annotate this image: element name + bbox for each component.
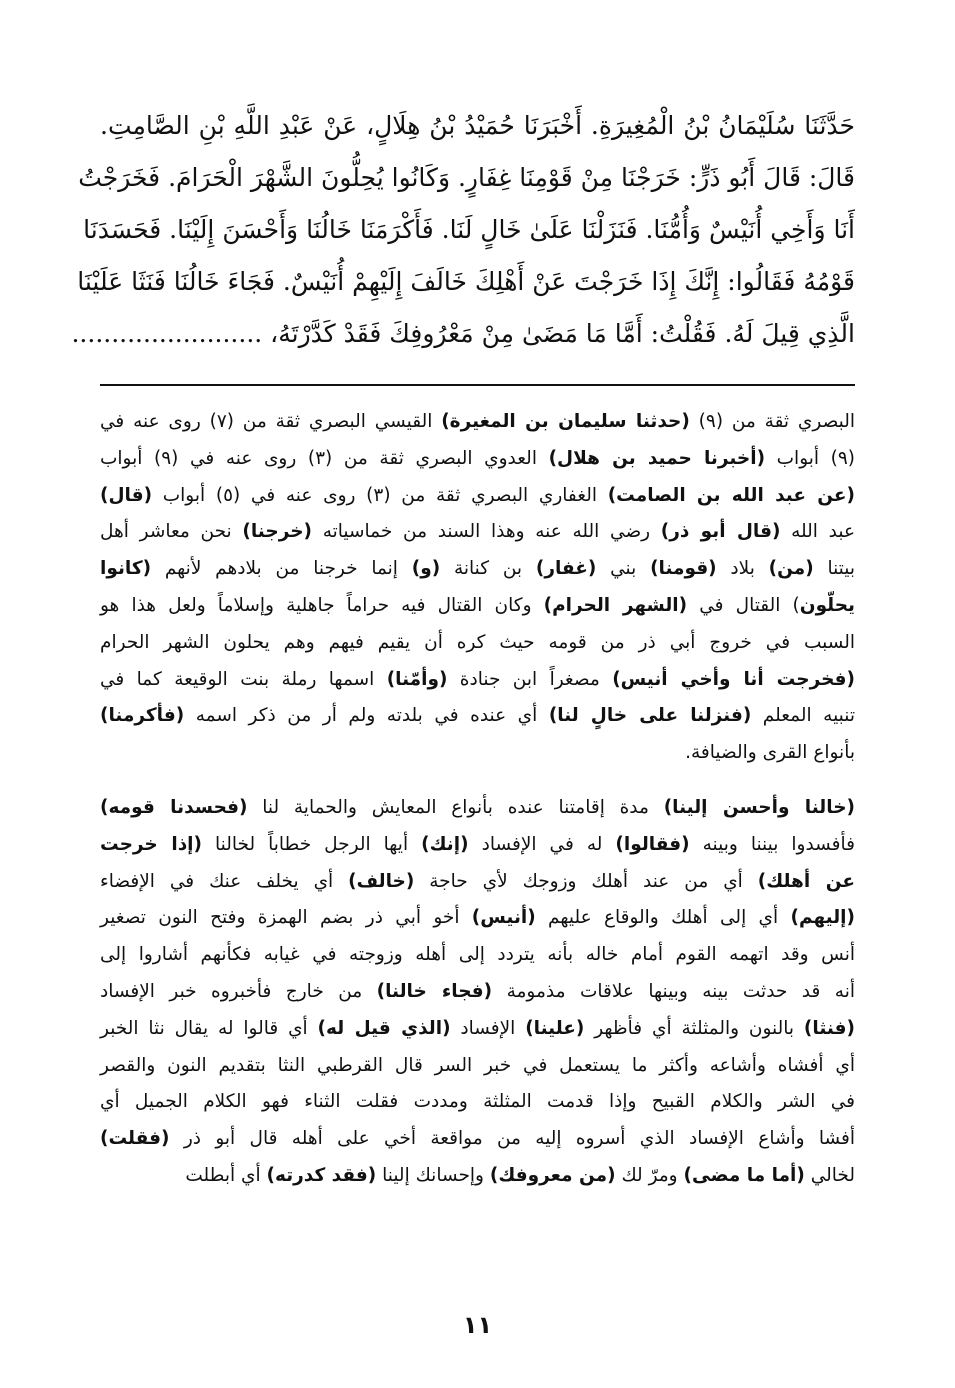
commentary-segment: بيتنا xyxy=(813,558,855,580)
commentary-line xyxy=(100,514,855,551)
quoted-hadith-phrase: (من معروفك) xyxy=(489,1164,616,1186)
commentary-line xyxy=(100,974,855,1011)
quoted-hadith-phrase: عن أهلك) xyxy=(757,870,855,892)
commentary-segment: أفشا وأشاع الإفساد الذي أسروه إليه من مواقعة أخي على أهله قال أبو ذر xyxy=(169,1128,855,1150)
quoted-hadith-phrase: (خالف) xyxy=(348,870,415,892)
commentary-segment: في الشر والكلام القبيح وإذا قدمت المثلثة ومددت فقلت الثناء فهو الكلام الجميل أي xyxy=(100,1091,855,1113)
quoted-hadith-phrase: (أما ما مضى) xyxy=(683,1164,805,1186)
commentary-segment: وإحسانك إلينا xyxy=(376,1164,490,1186)
commentary-segment: فأفسدوا بيننا وبينه xyxy=(689,833,855,855)
commentary-line xyxy=(100,827,855,864)
separator-rule xyxy=(100,384,855,386)
quoted-hadith-phrase: (قومنا) xyxy=(650,558,717,580)
commentary-segment: أي أبطلت xyxy=(185,1164,267,1186)
commentary-segment: أي عنده في بلدته ولم أر من ذكر اسمه xyxy=(184,705,549,727)
quoted-hadith-phrase: (من) xyxy=(768,558,814,580)
commentary-line xyxy=(100,1158,855,1195)
quoted-hadith-phrase: (فقالوا) xyxy=(615,833,690,855)
commentary-line xyxy=(100,1121,855,1158)
commentary-segment: لخالي xyxy=(804,1164,855,1186)
commentary-line xyxy=(100,864,855,901)
commentary-segment: أخو أبي ذر بضم الهمزة وفتح النون تصغير xyxy=(100,907,472,929)
quoted-hadith-phrase: (إنك) xyxy=(421,833,469,855)
commentary-segment: بلاد xyxy=(716,558,769,580)
commentary-line xyxy=(100,625,855,662)
commentary-segment: الغفاري البصري ثقة من (٣) روى عنه في (٥) أبواب xyxy=(152,484,608,506)
quoted-hadith-phrase: (فخرجت أنا وأخي أنيس) xyxy=(612,668,855,690)
quoted-hadith-phrase: (و) xyxy=(411,558,441,580)
commentary-segment: عبد الله xyxy=(780,521,855,543)
commentary-segment: بني xyxy=(596,558,651,580)
commentary-segment: بالنون والمثلثة أي فأظهر xyxy=(584,1017,804,1039)
commentary-segment: له في الإفساد xyxy=(468,833,616,855)
hadith-line: أَنَا وَأَخِي أُنَيْسٌ وَأُمُّنَا. فَنَزَلْنَا عَلَىٰ خَالٍ لَنَا. فَأَكْرَمَنَا خَالُنَا وَأَحْسَنَ إِلَيْنَا. فَحَسَدَنَا xyxy=(83,215,855,244)
commentary-segment: مدة إقامتنا عنده بأنواع المعايش والحماية لنا xyxy=(247,796,664,818)
commentary-segment: اسمها رملة بنت الوقيعة كما في xyxy=(100,668,387,690)
commentary-segment: نحن معاشر أهل xyxy=(100,521,243,543)
commentary-segment: أيها الرجل خطاباً لخالنا xyxy=(201,833,422,855)
commentary-segment: الإفساد xyxy=(450,1017,526,1039)
commentary-segment: السبب في خروج أبي ذر من قومه حيث كره أن يقيم فيهم وهم يحلون الشهر الحرام xyxy=(100,631,855,653)
quoted-hadith-phrase: (قال أبو ذر) xyxy=(660,521,781,543)
quoted-hadith-phrase: (خالنا وأحسن إلينا) xyxy=(663,796,855,818)
quoted-hadith-phrase: (حدثنا سليمان بن المغيرة) xyxy=(441,411,690,432)
quoted-hadith-phrase: (إليهم) xyxy=(790,907,855,929)
commentary-segment: رضي الله عنه وهذا السند من خماسياته xyxy=(312,521,661,543)
commentary-segment: ) القتال في xyxy=(687,594,800,616)
quoted-hadith-phrase: (غفار) xyxy=(535,558,597,580)
commentary-line xyxy=(100,551,855,588)
quoted-hadith-phrase: (فقد كدرته) xyxy=(266,1164,377,1186)
hadith-text xyxy=(71,100,855,360)
commentary-segment: أي من عند أهلك وزوجك لأي حاجة xyxy=(414,870,758,892)
quoted-hadith-phrase: (الذي قيل له) xyxy=(317,1017,451,1039)
commentary-segment: أي قالوا له يقال نثا الخبر xyxy=(100,1017,318,1039)
commentary-segment: أي إلى أهلك والوقاع عليهم xyxy=(535,907,791,929)
paragraph-gap xyxy=(100,772,855,790)
commentary-line xyxy=(100,937,855,974)
commentary-segment: بن كنانة xyxy=(440,558,536,580)
hadith-line: قَوْمُهُ فَقَالُوا: إِنَّكَ إِذَا خَرَجْتَ عَنْ أَهْلِكَ خَالَفَ إِلَيْهِمْ أُنَيْسٌ. فَجَاءَ خَالُنَا فَنَثَا عَلَيْنَا xyxy=(77,267,855,296)
commentary-segment: بأنواع القرى والضيافة. xyxy=(685,742,855,764)
commentary-segment: إنما خرجنا من بلادهم لأنهم xyxy=(151,558,412,580)
commentary-line xyxy=(100,588,855,625)
quoted-hadith-phrase: (علينا) xyxy=(525,1017,585,1039)
commentary-line xyxy=(100,404,855,441)
commentary-line xyxy=(100,900,855,937)
commentary-segment: أنس وقد اتهمه القوم أمام خاله بأنه يتردد إلى أهله وزوجته في غيابه فكأنهم أشاروا إلى xyxy=(100,944,855,966)
quoted-hadith-phrase: يحلّون xyxy=(799,594,856,616)
commentary-text xyxy=(100,404,855,1195)
commentary-line xyxy=(100,735,855,772)
commentary-paragraph-1 xyxy=(100,404,855,772)
commentary-line xyxy=(100,1048,855,1085)
quoted-hadith-phrase: (الشهر الحرام) xyxy=(543,594,688,616)
commentary-segment: أي يخلف عنك في الإفضاء xyxy=(100,870,349,892)
quoted-hadith-phrase: (فنثا) xyxy=(803,1017,855,1039)
quoted-hadith-phrase: (وأمّنا) xyxy=(386,668,448,690)
commentary-line xyxy=(100,698,855,735)
quoted-hadith-phrase: (إذا خرجت xyxy=(100,833,202,855)
quoted-hadith-phrase: (أخبرنا حميد بن هلال) xyxy=(548,447,766,469)
quoted-hadith-phrase: (فحسدنا قومه) xyxy=(100,796,248,818)
quoted-hadith-phrase: (فجاء خالنا) xyxy=(376,980,493,1002)
commentary-segment: من خارج فأخبروه خبر الإفساد xyxy=(100,980,377,1002)
quoted-hadith-phrase: (كانوا xyxy=(100,558,152,580)
commentary-segment: مصغراً ابن جنادة xyxy=(447,668,613,690)
commentary-segment: البصري ثقة من (٩) xyxy=(689,411,855,432)
commentary-segment: ومرّ لك xyxy=(615,1164,684,1186)
commentary-segment: القيسي البصري ثقة من (٧) روى عنه في xyxy=(100,411,442,432)
hadith-line: حَدَّثَنَا سُلَيْمَانُ بْنُ الْمُغِيرَةِ. أَخْبَرَنَا حُمَيْدُ بْنُ هِلَالٍ، عَنْ عَبْدِ اللَّهِ بْنِ الصَّامِتِ. xyxy=(100,111,855,140)
commentary-line xyxy=(100,662,855,699)
quoted-hadith-phrase: (خرجنا) xyxy=(242,521,312,543)
hadith-line: الَّذِي قِيلَ لَهُ. فَقُلْتُ: أَمَّا مَا مَضَىٰ مِنْ مَعْرُوفِكَ فَقَدْ كَدَّرْتَهُ، ........................ xyxy=(71,319,855,348)
commentary-segment: أنه قد حدثت بينه وبينها علاقات مذمومة xyxy=(492,980,855,1002)
commentary-line xyxy=(100,441,855,478)
quoted-hadith-phrase: (عن عبد الله بن الصامت) xyxy=(607,484,855,506)
commentary-line xyxy=(100,1084,855,1121)
page-number: ١١ xyxy=(462,1311,493,1339)
commentary-line xyxy=(100,1011,855,1048)
commentary-segment: العدوي البصري ثقة من (٣) روى عنه في (٩) أبواب xyxy=(100,447,549,469)
quoted-hadith-phrase: (قال) xyxy=(100,484,153,506)
commentary-paragraph-2 xyxy=(100,790,855,1195)
commentary-segment: (٩) أبواب xyxy=(765,447,856,469)
quoted-hadith-phrase: (فأكرمنا) xyxy=(100,705,185,727)
commentary-segment: وكان القتال فيه حراماً جاهلية وإسلاماً ولعل هذا هو xyxy=(100,594,544,616)
quoted-hadith-phrase: (فنزلنا على خالٍ لنا) xyxy=(548,705,752,727)
commentary-segment: أي أفشاه وأشاعه وأكثر ما يستعمل في خبر السر قال القرطبي النثا بتقديم النون والقصر xyxy=(100,1054,855,1076)
quoted-hadith-phrase: (فقلت) xyxy=(100,1128,170,1150)
commentary-line xyxy=(100,478,855,515)
quoted-hadith-phrase: (أنيس) xyxy=(471,907,536,929)
commentary-segment: تنبيه المعلم xyxy=(751,705,855,727)
hadith-line: قَالَ: قَالَ أَبُو ذَرٍّ: خَرَجْنَا مِنْ قَوْمِنَا غِفَارٍ. وَكَانُوا يُحِلُّونَ الشَّهْرَ الْحَرَامَ. فَخَرَجْتُ xyxy=(78,163,855,192)
commentary-line xyxy=(100,790,855,827)
